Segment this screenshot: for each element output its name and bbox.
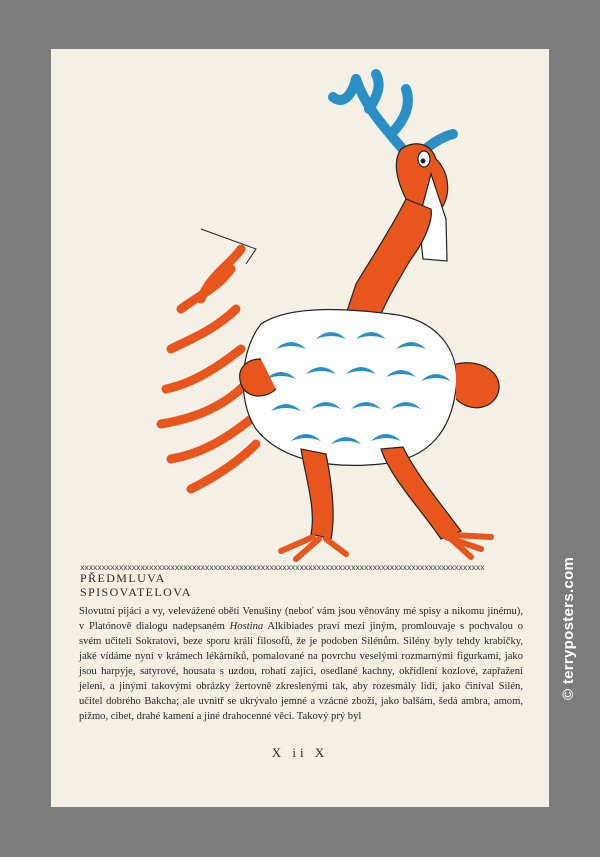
antlers: [333, 74, 453, 159]
heading-line-1: PŘEDMLUVA: [80, 571, 166, 585]
bird-illustration: [51, 49, 549, 569]
body-paragraph: [79, 604, 523, 724]
right-leg: [381, 447, 461, 539]
decorative-rule: xxxxxxxxxxxxxxxxxxxxxxxxxxxxxxxxxxxxxxxxxxxxxxxxxxxxxxxxxxxxxxxxxxxxxxxxxxxxxxxxxxxxxxxxxxxxxx: [80, 564, 485, 573]
right-wing: [456, 363, 499, 408]
paragraph-text-2: Alkibiades praví mezi jiným, promlouvaje s pochvalou o svém učiteli Sokratovi, beze sporu králi filosofů, že je podoben Silénům. Silény byly tehdy krabičky, jaké vídáme nyní v krámech lékárníků, pomalované na povrchu veselými rozmarnými figurkami, jako jsou harpyje, satyrové, housata s uzdou, rohatí zajíci, osedlané kachny, okřídlení kozlové, zapřažení jeleni, a jinými takovými obrázky žertovně zkreslenými tak, aby rozesmály lidi, jako činíval Silén, učitel dobrého Bakcha; ale uvnitř se ukrývalo jemné a vzácné zboží, jako balšám, šedá ambra, amom, pižmo, cibet, drahé kamení a jiné drahocenné věci. Takový prý byl: [79, 621, 523, 722]
paragraph-text-1: Slovutní pijáci a vy, velevážené oběti Venušiny (neboť vám jsou věnovány mé spisy a nikomu jinému), v Platónově dialogu nadepsaném: [79, 606, 523, 632]
chapter-heading: [80, 571, 192, 599]
page-number: X ii X: [271, 745, 329, 760]
book-page: [51, 49, 549, 807]
heading-line-2: SPISOVATELOVA: [80, 585, 192, 599]
bird-body: [243, 310, 456, 466]
watermark-text: © terryposters.com: [560, 556, 577, 700]
paragraph-italic-title: Hostina: [229, 621, 264, 632]
feet: [281, 535, 491, 559]
